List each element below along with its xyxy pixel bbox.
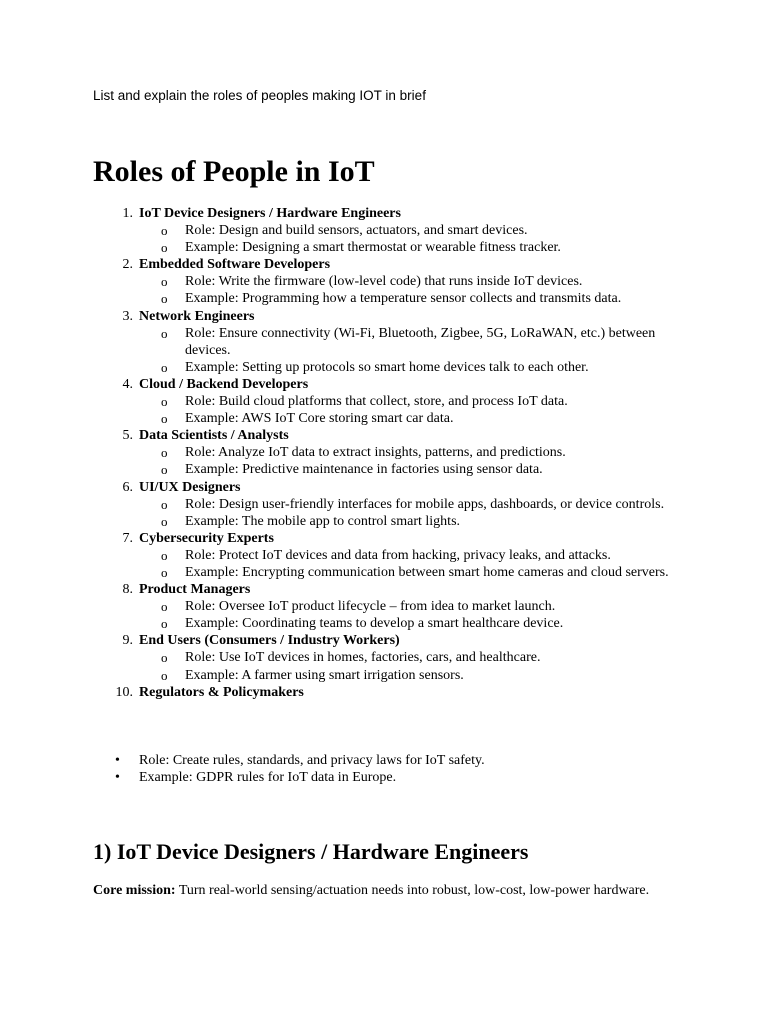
role-name: Network Engineers — [139, 308, 255, 324]
circle-bullet-icon: o — [161, 667, 168, 683]
circle-bullet-icon: o — [161, 411, 168, 427]
role-detail-text: Example: AWS IoT Core storing smart car data. — [185, 411, 454, 427]
role-detail-list — [139, 222, 693, 256]
circle-bullet-icon: o — [161, 616, 168, 632]
role-number: 4. — [122, 376, 133, 392]
role-detail-text: Role: Protect IoT devices and data from hacking, privacy leaks, and attacks. — [185, 547, 611, 563]
circle-bullet-icon: o — [161, 496, 168, 512]
role-detail-list — [139, 444, 693, 478]
role-detail-text: Role: Ensure connectivity (Wi-Fi, Bluetooth, Zigbee, 5G, LoRaWAN, etc.) between devices. — [185, 325, 656, 358]
role-detail-text: Example: A farmer using smart irrigation sensors. — [185, 667, 464, 683]
circle-bullet-icon: o — [161, 445, 168, 461]
circle-bullet-icon: o — [161, 291, 168, 307]
circle-bullet-icon: o — [161, 513, 168, 529]
role-name: IoT Device Designers / Hardware Engineers — [139, 206, 401, 221]
role-item — [93, 684, 693, 701]
circle-bullet-icon: o — [161, 564, 168, 580]
role-detail-item — [139, 222, 693, 239]
core-mission-text: Turn real-world sensing/actuation needs into robust, low-cost, low-power hardware. — [175, 883, 650, 898]
role-detail-text: Role: Oversee IoT product lifecycle – from idea to market launch. — [185, 599, 556, 615]
role-item — [93, 427, 693, 478]
circle-bullet-icon: o — [161, 325, 168, 341]
role-detail-item — [139, 513, 693, 530]
role-detail-text: Role: Analyze IoT data to extract insights, patterns, and predictions. — [185, 445, 566, 461]
role-name: Cybersecurity Experts — [139, 530, 274, 546]
role-detail-item — [139, 496, 693, 513]
role-name: End Users (Consumers / Industry Workers) — [139, 633, 400, 649]
role-detail-list — [139, 393, 693, 427]
bullet-text: Example: GDPR rules for IoT data in Europe. — [139, 770, 397, 786]
role-number: 2. — [122, 257, 133, 273]
circle-bullet-icon: o — [161, 547, 168, 563]
role-detail-item — [139, 461, 693, 478]
role-detail-item — [139, 667, 693, 684]
role-detail-text: Role: Design and build sensors, actuators, and smart devices. — [185, 223, 528, 239]
role-number: 10. — [115, 684, 133, 700]
circle-bullet-icon: o — [161, 599, 168, 615]
role-detail-item — [139, 444, 693, 461]
role-item — [93, 308, 693, 376]
section-heading: 1) IoT Device Designers / Hardware Engineers — [93, 839, 529, 864]
role-detail-list — [139, 273, 693, 307]
role-name: Product Managers — [139, 582, 251, 598]
role-item — [93, 530, 693, 581]
page-title: Roles of People in IoT — [93, 155, 375, 188]
bullet-item — [93, 769, 693, 786]
role-item — [93, 581, 693, 632]
bullet-dot-icon: • — [115, 770, 120, 786]
question-text: List and explain the roles of peoples making IOT in brief — [93, 88, 426, 103]
role-detail-item — [139, 290, 693, 307]
role-detail-item — [139, 598, 693, 615]
role-item — [93, 479, 693, 530]
role-detail-list — [139, 649, 693, 683]
circle-bullet-icon: o — [161, 274, 168, 290]
bullet-text: Role: Create rules, standards, and privacy laws for IoT safety. — [139, 753, 485, 768]
circle-bullet-icon: o — [161, 394, 168, 410]
core-mission-label: Core mission: — [93, 883, 176, 898]
role-detail-text: Example: The mobile app to control smart lights. — [185, 513, 461, 529]
role-detail-item — [139, 547, 693, 564]
role-detail-list — [139, 496, 693, 530]
role-name: Regulators & Policymakers — [139, 684, 304, 700]
role-name: UI/UX Designers — [139, 479, 241, 495]
circle-bullet-icon: o — [161, 359, 168, 375]
role-detail-text: Role: Use IoT devices in homes, factories, cars, and healthcare. — [185, 650, 541, 666]
role-detail-item — [139, 359, 693, 376]
role-number: 8. — [122, 582, 133, 598]
circle-bullet-icon: o — [161, 650, 168, 666]
role-item — [93, 256, 693, 307]
role-detail-text: Role: Design user-friendly interfaces for mobile apps, dashboards, or device controls. — [185, 496, 665, 512]
role-detail-item — [139, 649, 693, 666]
role-detail-text: Example: Setting up protocols so smart home devices talk to each other. — [185, 359, 589, 375]
bullet-dot-icon: • — [115, 753, 120, 768]
role-detail-item — [139, 564, 693, 581]
role-number: 7. — [122, 530, 133, 546]
role-detail-item — [139, 273, 693, 290]
circle-bullet-icon: o — [161, 240, 168, 256]
role-detail-text: Role: Build cloud platforms that collect, store, and process IoT data. — [185, 394, 568, 410]
role-detail-item — [139, 410, 693, 427]
role-name: Cloud / Backend Developers — [139, 376, 309, 392]
role-detail-list — [139, 598, 693, 632]
role-detail-text: Example: Encrypting communication between smart home cameras and cloud servers. — [185, 564, 669, 580]
roles-list — [93, 205, 693, 701]
role-name: Embedded Software Developers — [139, 257, 331, 273]
role-number: 6. — [122, 479, 133, 495]
role-detail-text: Example: Predictive maintenance in factories using sensor data. — [185, 462, 543, 478]
role-detail-text: Example: Coordinating teams to develop a smart healthcare device. — [185, 616, 564, 632]
role-detail-item — [139, 325, 693, 359]
core-mission-paragraph — [93, 882, 673, 899]
role-detail-text: Example: Designing a smart thermostat or wearable fitness tracker. — [185, 240, 561, 256]
role-detail-list — [139, 547, 693, 581]
role-detail-list — [139, 325, 693, 376]
role-detail-item — [139, 239, 693, 256]
role-number: 5. — [122, 428, 133, 444]
bullet-item — [93, 752, 693, 769]
role-number: 3. — [122, 308, 133, 324]
role-number: 9. — [122, 633, 133, 649]
role-item — [93, 205, 693, 256]
role-item — [93, 376, 693, 427]
role-name: Data Scientists / Analysts — [139, 428, 289, 444]
circle-bullet-icon: o — [161, 462, 168, 478]
role-detail-text: Role: Write the firmware (low-level code) that runs inside IoT devices. — [185, 274, 583, 290]
role-detail-item — [139, 615, 693, 632]
role-item — [93, 632, 693, 683]
circle-bullet-icon: o — [161, 223, 168, 239]
role-detail-item — [139, 393, 693, 410]
regulators-bullet-list — [93, 752, 693, 786]
role-number: 1. — [122, 206, 133, 221]
role-detail-text: Example: Programming how a temperature sensor collects and transmits data. — [185, 291, 622, 307]
